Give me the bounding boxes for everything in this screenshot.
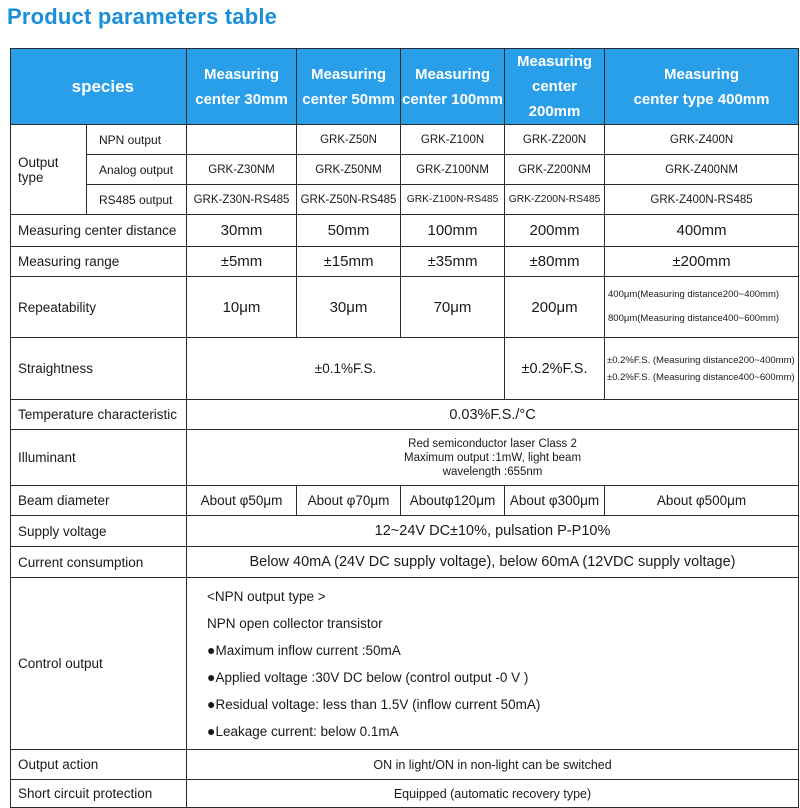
- measuring-center-distance-label: Measuring center distance: [11, 215, 187, 247]
- parameters-table: [10, 48, 799, 808]
- table-row-control-output: [11, 578, 799, 750]
- table-cell: 200mm: [505, 215, 605, 247]
- table-cell: GRK-Z100N-RS485: [401, 185, 505, 215]
- table-cell: 50mm: [297, 215, 401, 247]
- column-header-30mm: Measuring center 30mm: [187, 49, 297, 125]
- table-cell: 400mm: [605, 215, 799, 247]
- table-row-short-circuit-protection: [11, 780, 799, 808]
- table-cell: About φ70μm: [297, 486, 401, 516]
- table-cell: GRK-Z50NM: [297, 155, 401, 185]
- control-output-details: [187, 578, 799, 750]
- table-cell: GRK-Z200NM: [505, 155, 605, 185]
- table-cell: ±5mm: [187, 247, 297, 277]
- table-row-measuring-center-distance: [11, 215, 799, 247]
- table-cell: Red semiconductor laser Class 2 Maximum output :1mW, light beam wavelength :655nm: [187, 430, 799, 486]
- table-row-supply-voltage: [11, 516, 799, 547]
- bullet-icon: ●: [207, 722, 216, 739]
- beam-diameter-label: Beam diameter: [11, 486, 187, 516]
- column-header-200mm: Measuring center 200mm: [505, 49, 605, 125]
- current-consumption-label: Current consumption: [11, 547, 187, 578]
- table-row-npn-output: [11, 125, 799, 155]
- output-type-label: Output type: [11, 125, 87, 215]
- table-cell: Equipped (automatic recovery type): [187, 780, 799, 808]
- short-circuit-protection-label: Short circuit protection: [11, 780, 187, 808]
- straightness-label: Straightness: [11, 338, 187, 400]
- table-row-analog-output: [11, 155, 799, 185]
- table-cell: ±35mm: [401, 247, 505, 277]
- supply-voltage-label: Supply voltage: [11, 516, 187, 547]
- table-cell: 30μm: [297, 277, 401, 338]
- header-row: [11, 49, 799, 125]
- table-cell: 200μm: [505, 277, 605, 338]
- table-cell: GRK-Z200N-RS485: [505, 185, 605, 215]
- column-header-100mm: Measuring center 100mm: [401, 49, 505, 125]
- control-output-label: Control output: [11, 578, 187, 750]
- table-cell: ±0.2%F.S.: [505, 338, 605, 400]
- table-row-current-consumption: [11, 547, 799, 578]
- list-item: ●Applied voltage :30V DC below (control output -0 V ): [207, 668, 529, 685]
- list-item: ●Leakage current: below 0.1mA: [207, 722, 399, 739]
- table-cell: 10μm: [187, 277, 297, 338]
- table-cell: 100mm: [401, 215, 505, 247]
- table-cell: About φ500μm: [605, 486, 799, 516]
- species-header: species: [11, 49, 187, 125]
- table-cell: ±200mm: [605, 247, 799, 277]
- table-cell: GRK-Z50N: [297, 125, 401, 155]
- table-row-temperature-characteristic: [11, 400, 799, 430]
- table-row-output-action: [11, 750, 799, 780]
- bullet-icon: ●: [207, 695, 216, 712]
- table-row-straightness: [11, 338, 799, 400]
- table-cell: ±0.2%F.S. (Measuring distance200~400mm) ±0.2%F.S. (Measuring distance400~600mm): [605, 338, 799, 400]
- table-cell: ±0.1%F.S.: [187, 338, 505, 400]
- temperature-characteristic-label: Temperature characteristic: [11, 400, 187, 430]
- table-cell: GRK-Z200N: [505, 125, 605, 155]
- bullet-icon: ●: [207, 668, 216, 685]
- table-cell: [187, 125, 297, 155]
- table-cell: GRK-Z30NM: [187, 155, 297, 185]
- output-action-label: Output action: [11, 750, 187, 780]
- list-item: ●Maximum inflow current :50mA: [207, 641, 401, 658]
- repeatability-label: Repeatability: [11, 277, 187, 338]
- table-cell: 400μm(Measuring distance200~400mm) 800μm(Measuring distance400~600mm): [605, 277, 799, 338]
- table-cell: 0.03%F.S./°C: [187, 400, 799, 430]
- control-output-line: NPN open collector transistor: [207, 615, 383, 631]
- bullet-icon: ●: [207, 641, 216, 658]
- table-row-beam-diameter: [11, 486, 799, 516]
- table-cell: 12~24V DC±10%, pulsation P-P10%: [187, 516, 799, 547]
- table-row-repeatability: [11, 277, 799, 338]
- table-cell: ±80mm: [505, 247, 605, 277]
- table-cell: ON in light/ON in non-light can be switched: [187, 750, 799, 780]
- table-cell: 70μm: [401, 277, 505, 338]
- table-cell: GRK-Z100N: [401, 125, 505, 155]
- table-row-measuring-range: [11, 247, 799, 277]
- table-cell: GRK-Z50N-RS485: [297, 185, 401, 215]
- table-cell: GRK-Z100NM: [401, 155, 505, 185]
- measuring-range-label: Measuring range: [11, 247, 187, 277]
- page-title: Product parameters table: [7, 4, 278, 29]
- table-cell: GRK-Z400NM: [605, 155, 799, 185]
- table-cell: GRK-Z400N: [605, 125, 799, 155]
- npn-output-label: NPN output: [87, 125, 187, 155]
- table-cell: Aboutφ120μm: [401, 486, 505, 516]
- table-row-illuminant: [11, 430, 799, 486]
- illuminant-label: Illuminant: [11, 430, 187, 486]
- rs485-output-label: RS485 output: [87, 185, 187, 215]
- column-header-50mm: Measuring center 50mm: [297, 49, 401, 125]
- list-item: ●Residual voltage: less than 1.5V (inflow current 50mA): [207, 695, 541, 712]
- column-header-400mm: Measuring center type 400mm: [605, 49, 799, 125]
- table-cell: ±15mm: [297, 247, 401, 277]
- analog-output-label: Analog output: [87, 155, 187, 185]
- table-row-rs485-output: [11, 185, 799, 215]
- table-cell: 30mm: [187, 215, 297, 247]
- table-cell: GRK-Z400N-RS485: [605, 185, 799, 215]
- table-cell: Below 40mA (24V DC supply voltage), below 60mA (12VDC supply voltage): [187, 547, 799, 578]
- control-output-line: <NPN output type >: [207, 588, 326, 604]
- table-cell: About φ50μm: [187, 486, 297, 516]
- table-cell: About φ300μm: [505, 486, 605, 516]
- table-cell: GRK-Z30N-RS485: [187, 185, 297, 215]
